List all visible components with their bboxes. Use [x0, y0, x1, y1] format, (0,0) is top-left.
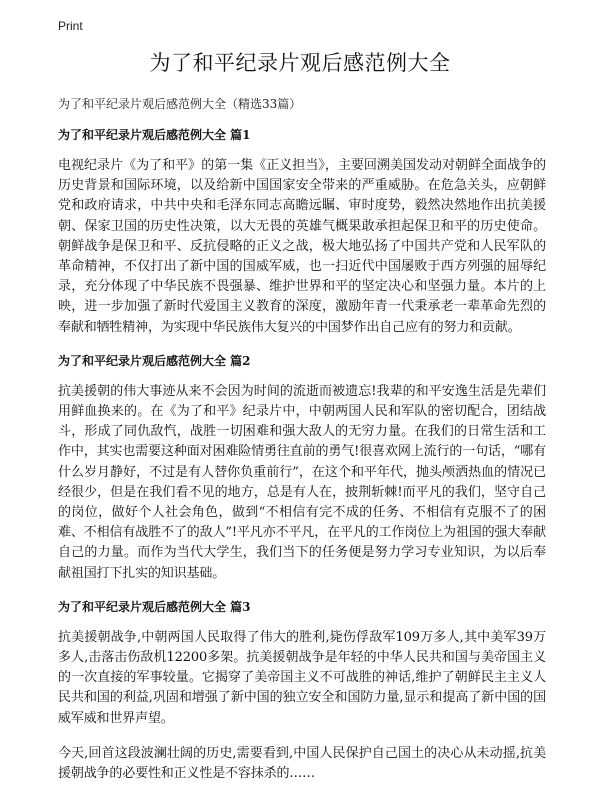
- document-body: [58, 96, 546, 799]
- document-subtitle: 为了和平纪录片观后感范例大全（精选33篇）: [58, 97, 302, 111]
- section-paragraph: 抗美援朝战争,中朝两国人民取得了伟大的胜利,毙伤俘敌军109万多人,其中美军39万多人,击落击伤敌机12200多架。抗美援朝战争是年轻的中华人民共和国与美帝国主义的一次直接的军事较量。它揭穿了美帝国主义不可战胜的神话,维护了朝鲜民主主义人民共和国的利益,巩固和增强了新中国的独立安全和国防力量,显示和提高了新中国的国威军威和世界声望。: [58, 629, 546, 726]
- page-title: 为了和平纪录片观后感范例大全: [149, 51, 451, 75]
- section-heading: 为了和平纪录片观后感范例大全 篇2: [58, 353, 251, 368]
- section-3: [58, 599, 546, 784]
- print-link[interactable]: Print: [58, 19, 83, 33]
- section-heading: 为了和平纪录片观后感范例大全 篇1: [58, 128, 251, 142]
- section-paragraph: 电视纪录片《为了和平》的第一集《正义担当》，主要回溯美国发动对朝鲜全面战争的历史背景和国际环境，以及给新中国国家安全带来的严重威胁。在危急关头，应朝鲜党和政府请求，中共中央和毛泽东同志高瞻远瞩、审时度势，毅然决然地作出抗美援朝、保家卫国的历史性决策，以大无畏的英雄气概果敢承担起保卫和平的历史使命。朝鲜战争是保卫和平、反抗侵略的正义之战，极大地弘扬了中国共产党和人民军队的革命精神，不仅打出了新中国的国威军威，也一扫近代中国屡败于西方列强的屈辱纪录，充分体现了中华民族不畏强暴、维护世界和平的坚定决心和坚强力量。本片的上映，进一步加强了新时代爱国主义教育的深度，激励年青一代秉承老一辈革命先烈的奉献和牺牲精神，为实现中华民族伟大复兴的中国梦作出自己应有的努力和贡献。: [58, 158, 546, 335]
- section-2: [58, 353, 546, 584]
- section-1: [58, 127, 546, 338]
- section-heading: 为了和平纪录片观后感范例大全 篇3: [58, 599, 251, 614]
- section-paragraph: 抗美援朝的伟大事迹从来不会因为时间的流逝而被遗忘!我辈的和平安逸生活是先辈们用鲜血换来的。在《为了和平》纪录片中，中朝两国人民和军队的密切配合，团结战斗，形成了同仇敌忾，战胜一切困难和强大敌人的无穷力量。在我们的日常生活和工作中，其实也需要这种面对困难险情勇往直前的勇气!很喜欢网上流行的一句话，“哪有什么岁月静好，不过是有人替你负重前行”，在这个和平年代，抛头颅洒热血的情况已经很少，但是在我们看不见的地方，总是有人在，披荆斩棘!而平凡的我们，坚守自己的岗位，做好个人社会角色，做到“不相信有完不成的任务、不相信有克服不了的困难、不相信有战胜不了的敌人”!平凡亦不平凡，在平凡的工作岗位上为祖国的强大奉献自己的力量。而作为当代大学生，我们当下的任务便是努力学习专业知识，为以后奉献祖国打下扎实的知识基础。: [58, 383, 546, 581]
- section-paragraph: 今天,回首这段波澜壮阔的历史,需要看到,中国人民保护自己国土的决心从未动摇,抗美援朝战争的必要性和正义性是不容抹杀的……: [58, 745, 546, 782]
